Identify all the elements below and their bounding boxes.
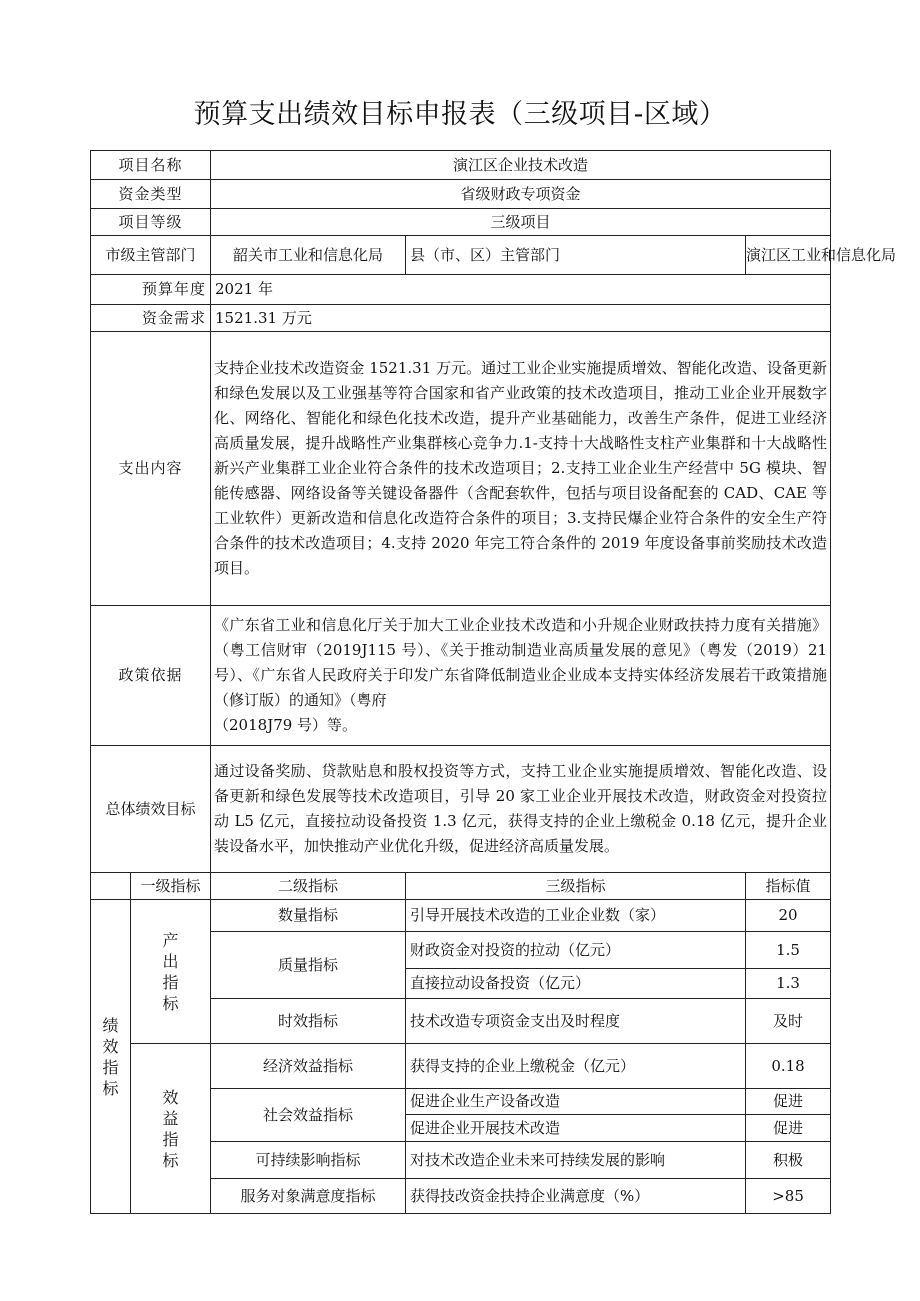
indicator-row <box>91 1044 831 1089</box>
level2-economic: 经济效益指标 <box>211 1044 406 1089</box>
indicator-value: 促进 <box>746 1115 831 1142</box>
county-label-text: 县（市、区）主管部门 <box>410 245 561 264</box>
group-performance: 绩效指标 <box>91 900 131 1214</box>
value-expenditure: 支持企业技术改造资金 1521.31 万元。通过工业企业实施提质增效、智能化改造、设备更新和绿色发展以及工业强基等符合国家和省产业政策的技术改造项目，推动工业企业开展数字化、网络化、智能化和绿色化技术改造，提升产业基础能力，改善生产条件，促进工业经济高质量发展，提升战略性产业集群核心竞争力.1-支持十大战略性支柱产业集群和十大战略性新兴产业集群工业企业符合条件的技术改造项目；2.支持工业企业生产经营中 5G 模块、智能传感器、网络设备等关键设备器件（含配套软件，包括与项目设备配套的 CAD、CAE 等工业软件）更新改造和信息化改造符合条件的项目；3.支持民爆企业符合条件的安全生产符合条件的技术改造项目；4.支持 2020 年完工符合条件的 2019 年度设备事前奖励技术改造项目。 <box>211 332 831 606</box>
level3-item: 对技术改造企业未来可持续发展的影响 <box>406 1142 746 1179</box>
header-value: 指标值 <box>746 873 831 900</box>
row-overall-goal <box>91 746 831 873</box>
label-county-department <box>406 236 746 275</box>
level2-timeliness: 时效指标 <box>211 999 406 1044</box>
policy-text: 《广东省工业和信息化厅关于加大工业企业技术改造和小升规企业财政扶持力度有关措施》（粤工信财审（2019J115 号）、《关于推动制造业高质量发展的意见》（粤发（2019）21 号）、《广东省人民政府关于印发广东省降低制造业企业成本支持实体经济发展若干政策措施（修订版）的通知》（粤府 <box>214 616 828 709</box>
row-funding-need <box>91 305 831 332</box>
value-county-department-wrapper <box>746 236 897 275</box>
level3-item: 促进企业开展技术改造 <box>406 1115 746 1142</box>
header-blank <box>91 873 131 900</box>
label-project-level: 项目等级 <box>91 209 211 236</box>
indicator-row <box>91 900 831 932</box>
label-overall-goal: 总体绩效目标 <box>91 746 211 873</box>
level2-sustainable: 可持续影响指标 <box>211 1142 406 1179</box>
indicator-value: 0.18 <box>746 1044 831 1089</box>
row-project-name <box>91 151 831 180</box>
value-budget-year: 2021 年 <box>211 275 831 305</box>
indicator-value: 及时 <box>746 999 831 1044</box>
label-expenditure: 支出内容 <box>91 332 211 606</box>
row-budget-year <box>91 275 831 305</box>
level3-item: 技术改造专项资金支出及时程度 <box>406 999 746 1044</box>
label-city-department: 市级主管部门 <box>91 236 211 275</box>
group-benefit: 效益指标 <box>131 1044 211 1214</box>
header-level1: 一级指标 <box>131 873 211 900</box>
value-project-name: 演江区企业技术改造 <box>211 151 831 180</box>
level3-item: 获得支持的企业上缴税金（亿元） <box>406 1044 746 1089</box>
value-overall-goal: 通过设备奖励、贷款贴息和股权投资等方式，支持工业企业实施提质增效、智能化改造、设备更新和绿色发展等技术改造项目，引导 20 家工业企业开展技术改造，财政资金对投资拉动 L5 亿元，直接拉动设备投资 1.3 亿元，获得支持的企业上缴税金 0.18 亿元，提升企业装设备水平，加快推动产业优化升级，促进经济高质量发展。 <box>211 746 831 873</box>
group-output: 产出指标 <box>131 900 211 1044</box>
row-expenditure <box>91 332 831 606</box>
level3-item: 财政资金对投资的拉动（亿元） <box>406 932 746 969</box>
level3-item: 促进企业生产设备改造 <box>406 1089 746 1115</box>
indicator-value: 1.3 <box>746 969 831 999</box>
row-fund-type <box>91 180 831 209</box>
policy-text-tail: （2018J79 号）等。 <box>214 716 358 734</box>
indicator-value: 1.5 <box>746 932 831 969</box>
level2-quantity: 数量指标 <box>211 900 406 932</box>
indicator-header-row <box>91 873 831 900</box>
label-fund-type: 资金类型 <box>91 180 211 209</box>
level2-quality: 质量指标 <box>211 932 406 999</box>
indicator-value: >85 <box>746 1179 831 1214</box>
value-policy <box>211 606 831 746</box>
value-funding-need: 1521.31 万元 <box>211 305 831 332</box>
value-city-department: 韶关市工业和信息化局 <box>211 236 406 275</box>
label-funding-need: 资金需求 <box>91 305 211 332</box>
level3-item: 直接拉动设备投资（亿元） <box>406 969 746 999</box>
label-project-name: 项目名称 <box>91 151 211 180</box>
level3-item: 获得技改资金扶持企业满意度（%） <box>406 1179 746 1214</box>
page-title: 预算支出绩效目标申报表（三级项目-区域） <box>193 99 727 130</box>
header-level2: 二级指标 <box>211 873 406 900</box>
label-policy: 政策依据 <box>91 606 211 746</box>
indicator-value: 20 <box>746 900 831 932</box>
row-policy <box>91 606 831 746</box>
budget-performance-table <box>90 150 897 1214</box>
label-budget-year: 预算年度 <box>91 275 211 305</box>
indicator-value: 促进 <box>746 1089 831 1115</box>
value-county-department: 演江区工业和信息化局 <box>746 245 897 264</box>
value-project-level: 三级项目 <box>211 209 831 236</box>
row-departments <box>91 236 831 275</box>
level2-social: 社会效益指标 <box>211 1089 406 1142</box>
indicator-value: 积极 <box>746 1142 831 1179</box>
header-level3: 三级指标 <box>406 873 746 900</box>
level3-item: 引导开展技术改造的工业企业数（家） <box>406 900 746 932</box>
value-fund-type: 省级财政专项资金 <box>211 180 831 209</box>
row-project-level <box>91 209 831 236</box>
level2-satisfaction: 服务对象满意度指标 <box>211 1179 406 1214</box>
